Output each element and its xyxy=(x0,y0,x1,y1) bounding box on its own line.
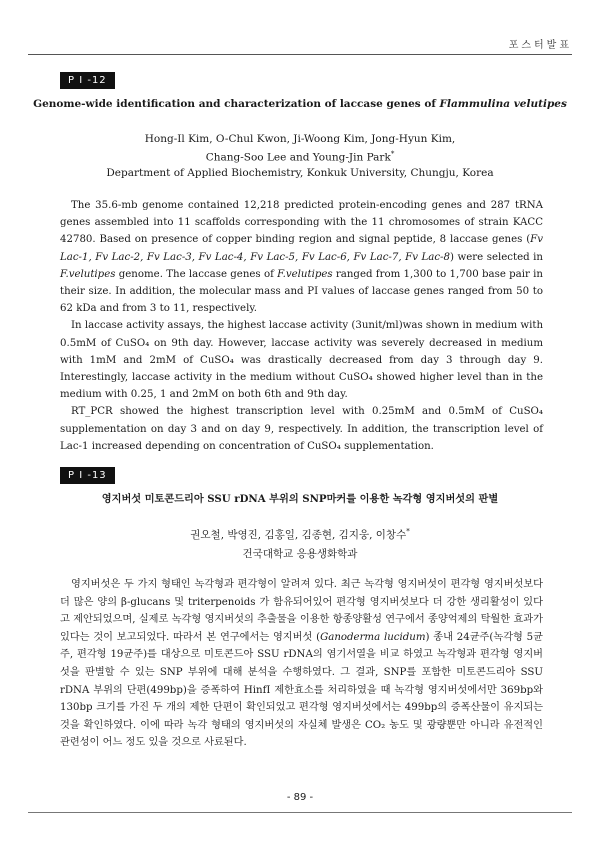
abstract-1-paragraph-2: In laccase activity assays, the highest laccase activity (3unit/ml)was shown in medium with 0.5mM of CuSO₄ on 9th day. However, laccase activity was severely decreased in medium with 1mM and 2mM of CuSO₄ was drastically decreased from day 3 through day 9. Interestingly, laccase activity in the medium without CuSO₄ showed higher level than in the medium with 0.25, 1 and 2mM on both 6th and 9th day. xyxy=(60,320,543,401)
laccase-gene-list: Fv Lac-1, Fv Lac-2, Fv Lac-3, Fv Lac-4, Fv Lac-5, Fv Lac-6, Fv Lac-7, Fv Lac-8 xyxy=(60,234,543,263)
footer-rule xyxy=(28,812,572,813)
corresponding-author-mark-2: * xyxy=(406,527,410,536)
authors-2-text: 권오철, 박영진, 김홍일, 김종현, 김지웅, 이창수 xyxy=(190,529,407,541)
affiliation-1: Department of Applied Biochemistry, Konkuk University, Chungju, Korea xyxy=(106,167,494,179)
authors-1-line-1: Hong-Il Kim, O-Chul Kwon, Ji-Woong Kim, Jong-Hyun Kim, xyxy=(144,133,456,145)
page-number: - 89 - xyxy=(286,792,314,803)
corresponding-author-mark-1: * xyxy=(390,150,395,158)
abstract-tag-1: P I -12 xyxy=(60,72,115,89)
species-name: Ganoderma lucidum xyxy=(320,631,426,643)
species-name: F.velutipes xyxy=(277,268,333,280)
header-rule xyxy=(28,54,572,55)
abstract-1-paragraph-1: The 35.6-mb genome contained 12,218 predicted protein-encoding genes and 287 tRNA genes assembled into 11 scaffolds corresponding with the 11 chromosomes of strain KACC 42780. Based on presence of copper binding region and signal peptide, 8 laccase genes (Fv Lac-1, Fv Lac-2, Fv Lac-3, Fv Lac-4, Fv Lac-5, Fv Lac-6, Fv Lac-7, Fv Lac-8) were selected in F.velutipes genome. The laccase genes of F.velutipes ranged from 1,300 to 1,700 base pair in their size. In addition, the molecular mass and PI values of laccase genes ranged from 50 to 62 kDa and from 3 to 11, respectively. xyxy=(60,200,543,315)
abstract-title-1-text: Genome-wide identification and characterization of laccase genes of xyxy=(33,98,440,110)
header-section-label: 포스터발표 xyxy=(508,40,572,51)
abstract-body-1 xyxy=(60,197,543,455)
authors-1-line-2 xyxy=(28,150,572,164)
abstract-1-paragraph-3: RT_PCR showed the highest transcription level with 0.25mM and 0.5mM of CuSO₄ supplementation on day 3 and on day 9, respectively. In addition, the transcription level of Lac-1 increased depending on concentration of CuSO₄ supplementation. xyxy=(60,406,543,452)
abstract-body-2 xyxy=(60,576,543,752)
affiliation-2: 건국대학교 응용생화학과 xyxy=(242,548,358,560)
abstract-title-1 xyxy=(28,98,572,110)
abstract-title-1-species: Flammulina velutipes xyxy=(439,98,567,110)
abstract-tag-2: P I -13 xyxy=(60,467,115,484)
abstract-2-paragraph-1: 영지버섯은 두 가지 형태인 녹각형과 편각형이 알려져 있다. 최근 녹각형 영지버섯이 편각형 영지버섯보다 더 많은 양의 β-glucans 및 triterpenoids 가 함유되어있어 편각형 영지버섯보다 더 강한 생리활성이 있다고 제안되었으며, 실제로 녹각형 영지버섯의 추출물을 이용한 항종양활성 연구에서 종양억제의 탁월한 효과가 있다는 것이 보고되었다. 따라서 본 연구에서는 영지버섯 (Ganoderma lucidum) 종내 24균주(녹각형 5균주, 편각형 19균주)를 대상으로 미토콘드아 SSU rDNA의 염기서열을 비교 하였고 녹각형과 편각형 영지버섯을 판별할 수 있는 SNP 부위에 대해 분석을 수행하였다. 그 결과, SNP를 포함한 미토콘드리아 SSU rDNA 부위의 단편(499bp)을 증폭하여 HinfI 제한효소를 처리하였을 때 녹각형 영지버섯에서만 369bp와 130bp 크기를 가진 두 개의 제한 단편이 확인되었고 편각형 영지버섯에서는 499bp의 증폭산물이 유지되는 것을 확인하였다. 이에 따라 녹각 형태의 영지버섯의 자실체 발생은 CO₂ 농도 및 광량뿐만 아니라 유전적인 관련성이 어느 정도 있을 것으로 사료된다. xyxy=(60,579,543,749)
authors-2 xyxy=(28,527,572,542)
authors-1-line-2-text: Chang-Soo Lee and Young-Jin Park xyxy=(205,151,391,164)
species-name: F.velutipes xyxy=(60,268,116,280)
abstract-title-2: 영지버섯 미토콘드리아 SSU rDNA 부위의 SNP마커를 이용한 녹각형 영지버섯의 판별 xyxy=(101,493,499,505)
